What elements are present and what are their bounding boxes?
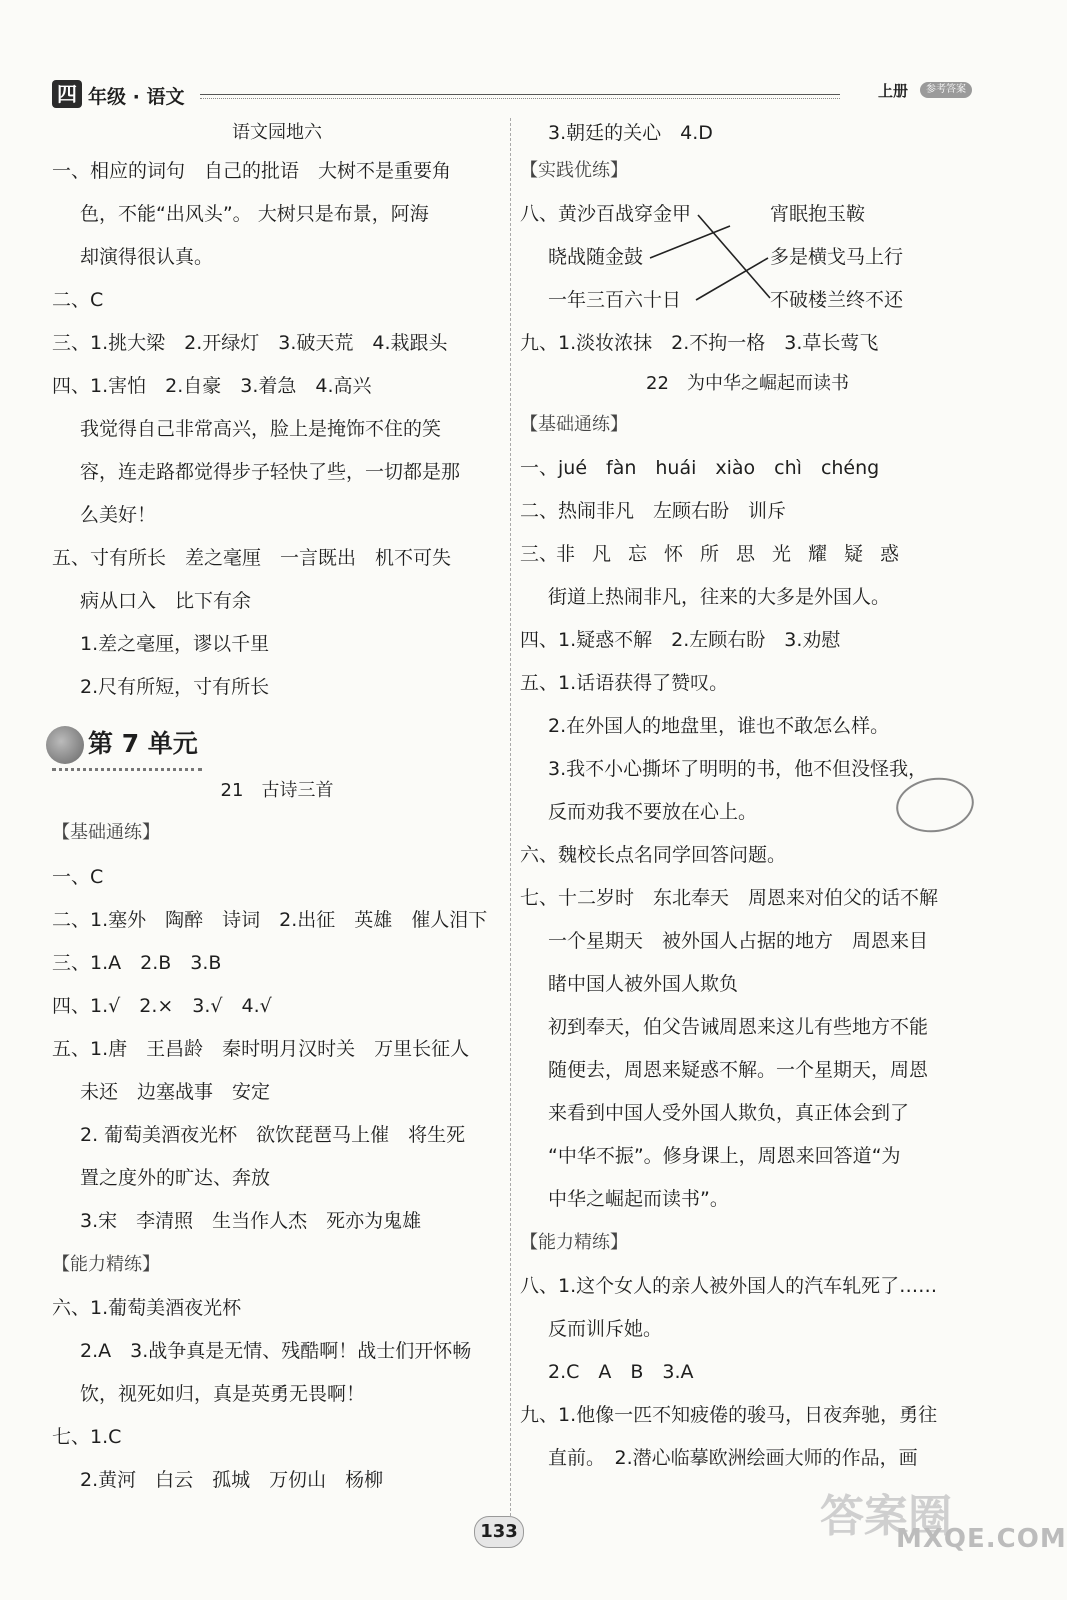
lesson-title: 22 为中华之崛起而读书 (646, 373, 849, 394)
answer-line: 五、1.唐 王昌龄 秦时明月汉时关 万里长征人 (52, 1038, 470, 1060)
answer-line: 1.差之毫厘，谬以千里 (80, 633, 270, 655)
answer-line: 未还 边塞战事 安定 (80, 1081, 271, 1103)
answer-line: 3.宋 李清照 生当作人杰 死亦为鬼雄 (80, 1210, 422, 1232)
match-right-item: 多是横戈马上行 (770, 246, 904, 268)
answer-line: 反而劝我不要放在心上。 (548, 801, 758, 823)
answer-line: 三、1.挑大梁 2.开绿灯 3.破天荒 4.栽跟头 (52, 332, 448, 354)
answer-line: 一、C (52, 866, 104, 888)
page-number: 133 (474, 1516, 524, 1548)
matching-lines (520, 200, 780, 320)
answer-line: 一个星期天 被外国人占据的地方 周恩来目 (548, 930, 929, 952)
answer-line: 睹中国人被外国人欺负 (548, 973, 739, 995)
answer-line: 八、1.这个女人的亲人被外国人的汽车轧死了…… (520, 1275, 938, 1297)
answer-line: 二、热闹非凡 左顾右盼 训斥 (520, 500, 787, 522)
match-line (698, 215, 770, 298)
match-right-item: 不破楼兰终不还 (770, 289, 904, 311)
answer-line: 3.我不小心撕坏了明明的书，他不但没怪我， (548, 758, 928, 780)
page-header (52, 78, 966, 112)
answer-line: 2.C A B 3.A (548, 1361, 694, 1383)
answer-line: 四、1.疑惑不解 2.左顾右盼 3.劝慰 (520, 629, 841, 651)
section-title: 语文园地六 (232, 122, 322, 143)
match-right-item: 宵眠抱玉鞍 (770, 203, 866, 225)
grade-badge: 四 (52, 80, 82, 108)
unit-title: 第 7 单元 (88, 729, 198, 758)
volume-label: 上册 (878, 82, 909, 100)
practice-tag: 【实践优练】 (520, 160, 628, 181)
answer-line: 饮，视死如归，真是英勇无畏啊！ (80, 1383, 366, 1405)
answer-line: 反而训斥她。 (548, 1318, 663, 1340)
answer-line: 中华之崛起而读书”。 (548, 1188, 729, 1210)
answer-line: 一、jué fàn huái xiào chì chéng (520, 457, 880, 479)
answer-line: 五、1.话语获得了赞叹。 (520, 672, 729, 694)
answer-line: 我觉得自己非常高兴，脸上是掩饰不住的笑 (80, 418, 442, 440)
match-left-item: 一年三百六十日 (548, 289, 682, 311)
answer-line: 九、1.淡妆浓抹 2.不拘一格 3.草长莺飞 (520, 332, 879, 354)
match-left-item: 八、黄沙百战穿金甲 (520, 203, 692, 225)
answer-line: 三、1.A 2.B 3.B (52, 952, 222, 974)
header-rule (200, 94, 840, 95)
answer-line: 初到奉天，伯父告诫周恩来这儿有些地方不能 (548, 1016, 929, 1038)
practice-tag: 【能力精练】 (52, 1254, 160, 1275)
answer-line: 么美好！ (80, 504, 157, 526)
answer-line: 病从口入 比下有余 (80, 590, 252, 612)
practice-tag: 【基础通练】 (52, 822, 160, 843)
answer-line: 来看到中国人受外国人欺负，真正体会到了 (548, 1102, 910, 1124)
header-title: 年级 · 语文 (88, 86, 185, 108)
match-line (650, 226, 730, 258)
answer-line: 2.黄河 白云 孤城 万仞山 杨柳 (80, 1469, 384, 1491)
answer-line: 却演得很认真。 (80, 246, 214, 268)
answer-line: 一、相应的词句 自己的批语 大树不是重要角 (52, 160, 452, 182)
answer-line: 五、寸有所长 差之毫厘 一言既出 机不可失 (52, 547, 452, 569)
match-line (696, 258, 768, 300)
answer-line: 2. 葡萄美酒夜光杯 欲饮琵琶马上催 将生死 (80, 1124, 466, 1146)
answer-line: 直前。 2.潜心临摹欧洲绘画大师的作品，画 (548, 1447, 918, 1469)
answer-line: 七、十二岁时 东北奉天 周恩来对伯父的话不解 (520, 887, 939, 909)
answer-line: 二、C (52, 289, 104, 311)
answer-badge: 参考答案 (920, 82, 972, 98)
answer-line: 随便去，周恩来疑惑不解。一个星期天，周恩 (548, 1059, 929, 1081)
answer-line: “中华不振”。修身课上，周恩来回答道“为 (548, 1145, 901, 1167)
watermark-logo: 答案圈 (820, 1491, 952, 1542)
watermark-text: MXQE.COM (896, 1524, 1067, 1554)
lesson-title: 21 古诗三首 (220, 780, 334, 801)
answer-line: 3.朝廷的关心 4.D (548, 122, 713, 144)
unit-heading (52, 722, 352, 766)
answer-line: 六、1.葡萄美酒夜光杯 (52, 1297, 242, 1319)
answer-line: 七、1.C (52, 1426, 122, 1448)
answer-line: 容，连走路都觉得步子轻快了些，一切都是那 (80, 461, 461, 483)
answer-line: 九、1.他像一匹不知疲倦的骏马，日夜奔驰，勇往 (520, 1404, 938, 1426)
answer-line: 二、1.塞外 陶醉 诗词 2.出征 英雄 催人泪下 (52, 909, 488, 931)
unit-circle-icon (46, 726, 84, 764)
answer-line: 置之度外的旷达、奔放 (80, 1167, 271, 1189)
answer-line: 非凡忘怀所思光耀疑惑 (556, 543, 917, 565)
answer-line: 2.A 3.战争真是无情、残酷啊！战士们开怀畅 (80, 1340, 472, 1362)
unit-dotted-rule (52, 768, 202, 771)
answer-line: 色，不能“出风头”。 大树只是布景，阿海 (80, 203, 429, 225)
match-left-item: 晓战随金鼓 (548, 246, 644, 268)
answer-line: 街道上热闹非凡，往来的大多是外国人。 (548, 586, 891, 608)
column-divider (510, 118, 511, 1526)
answer-line: 2.尺有所短，寸有所长 (80, 676, 270, 698)
answer-line: 2.在外国人的地盘里，谁也不敢怎么样。 (548, 715, 890, 737)
practice-tag: 【能力精练】 (520, 1232, 628, 1253)
answer-line: 四、1.害怕 2.自豪 3.着急 4.高兴 (52, 375, 372, 397)
answer-line: 四、1.√ 2.× 3.√ 4.√ (52, 995, 272, 1017)
answer-line: 六、魏校长点名同学回答问题。 (520, 844, 787, 866)
practice-tag: 【基础通练】 (520, 414, 628, 435)
header-rule-dotted (200, 98, 840, 99)
answer-line: 三、 (520, 543, 559, 565)
